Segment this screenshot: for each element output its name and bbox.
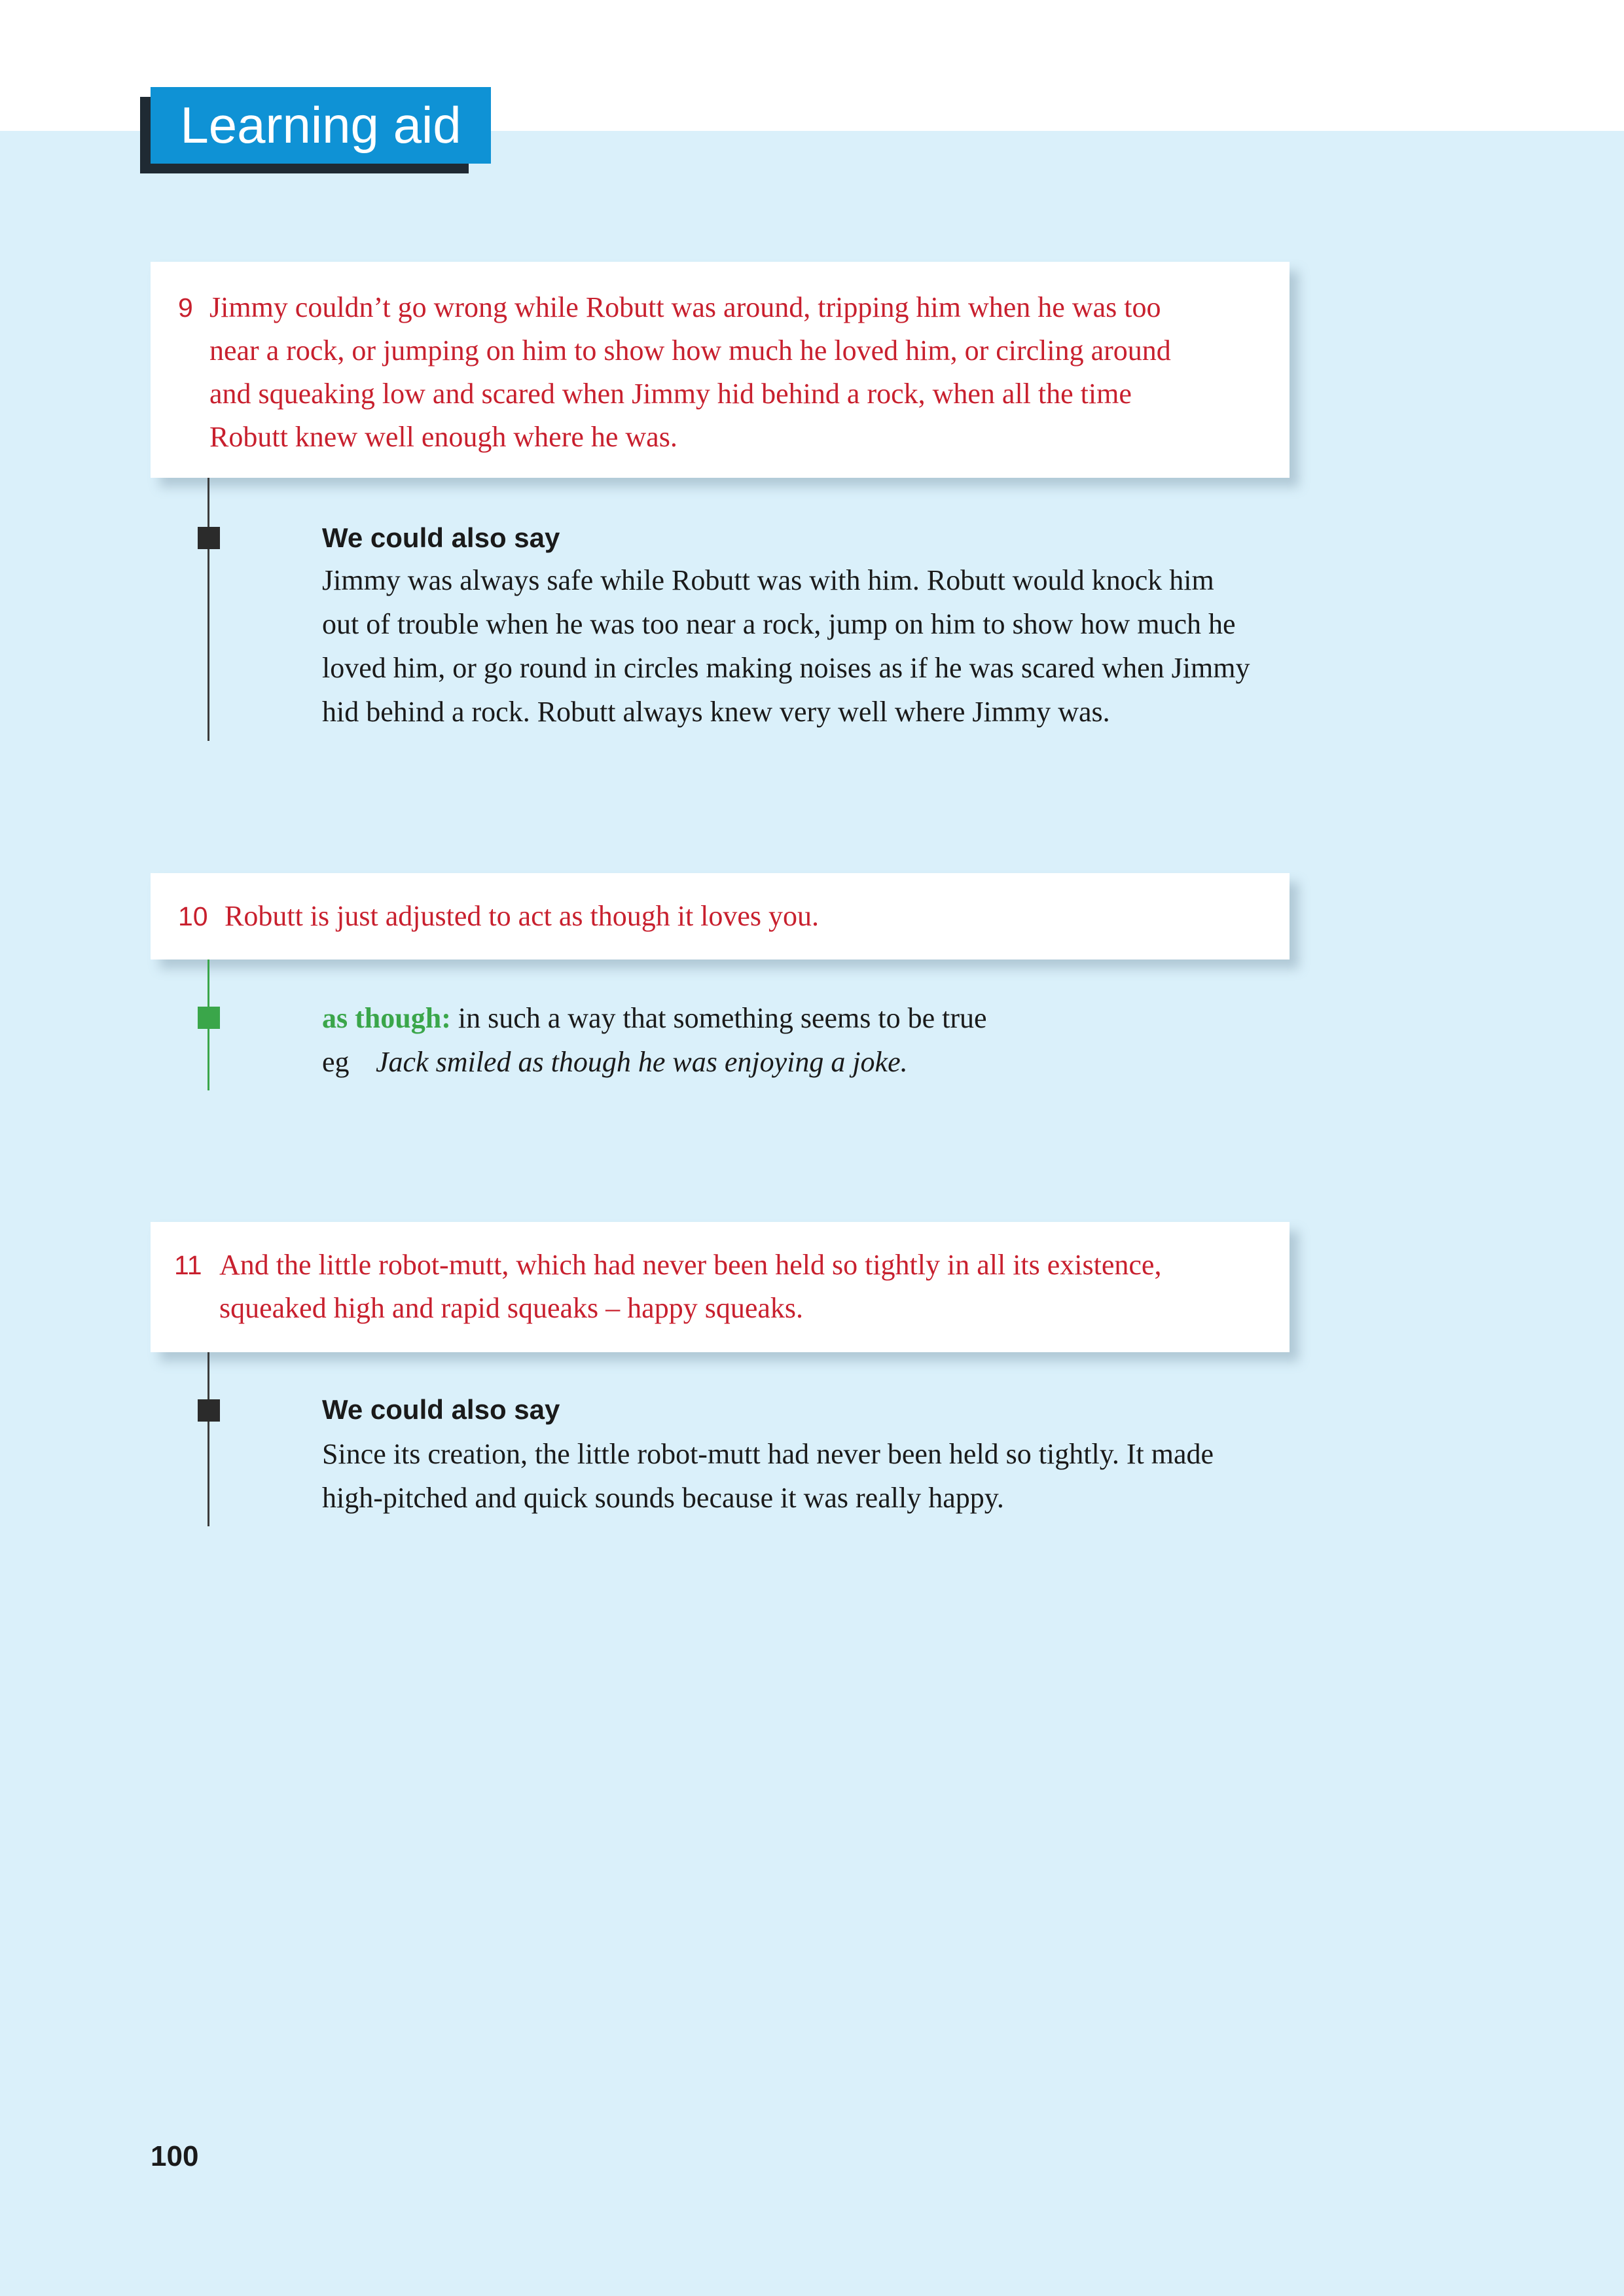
note-line: high-pitched and quick sounds because it was really happy. xyxy=(322,1482,1004,1514)
square-bullet-icon xyxy=(198,527,220,549)
quote-line: near a rock, or jumping on him to show how much he loved him, or circling around xyxy=(209,334,1171,367)
quote-line: Jimmy couldn’t go wrong while Robutt was around, tripping him when he was too xyxy=(209,291,1161,323)
note-line: loved him, or go round in circles making noises as if he was scared when Jimmy xyxy=(322,652,1250,684)
example-line xyxy=(322,1040,987,1084)
example-text: Jack smiled as though he was enjoying a joke. xyxy=(376,1046,908,1078)
quote-box-10 xyxy=(151,873,1290,960)
green-square-bullet-icon xyxy=(198,1007,220,1029)
quote-line: And the little robot-mutt, which had never been held so tightly in all its existence, xyxy=(219,1249,1162,1281)
quote-line: squeaked high and rapid squeaks – happy squeaks. xyxy=(219,1292,804,1324)
quote-box-9 xyxy=(151,262,1290,478)
glossary-definition-line xyxy=(322,996,987,1040)
square-bullet-icon xyxy=(198,1399,220,1422)
quote-line: Robutt is just adjusted to act as though it loves you. xyxy=(225,900,820,932)
quote-number: 11 xyxy=(174,1250,202,1280)
section-title: Learning aid xyxy=(151,87,491,164)
note-line: out of trouble when he was too near a rock, jump on him to show how much he xyxy=(322,608,1236,640)
note-text xyxy=(322,558,1250,734)
note-line: Since its creation, the little robot-mutt had never been held so tightly. It made xyxy=(322,1438,1214,1470)
note-text xyxy=(322,1432,1214,1520)
quote-text xyxy=(219,1244,1161,1330)
glossary-term: as though: xyxy=(322,1002,451,1034)
quote-text xyxy=(225,895,819,938)
note-heading: We could also say xyxy=(322,522,560,553)
note-line: hid behind a rock. Robutt always knew very well where Jimmy was. xyxy=(322,696,1110,728)
connector-line xyxy=(208,478,209,741)
quote-text xyxy=(209,286,1171,459)
connector-line xyxy=(208,1352,209,1526)
quote-number: 9 xyxy=(178,293,193,323)
quote-box-11 xyxy=(151,1222,1290,1352)
glossary-definition: in such a way that something seems to be true xyxy=(458,1002,987,1034)
note-heading: We could also say xyxy=(322,1394,560,1425)
page-number: 100 xyxy=(151,2140,199,2172)
note-line: Jimmy was always safe while Robutt was with him. Robutt would knock him xyxy=(322,564,1214,596)
quote-line: Robutt knew well enough where he was. xyxy=(209,421,677,453)
glossary-entry xyxy=(322,996,987,1084)
example-label: eg xyxy=(322,1046,350,1078)
quote-number: 10 xyxy=(178,901,208,931)
section-header xyxy=(140,87,480,173)
quote-line: and squeaking low and scared when Jimmy hid behind a rock, when all the time xyxy=(209,378,1132,410)
